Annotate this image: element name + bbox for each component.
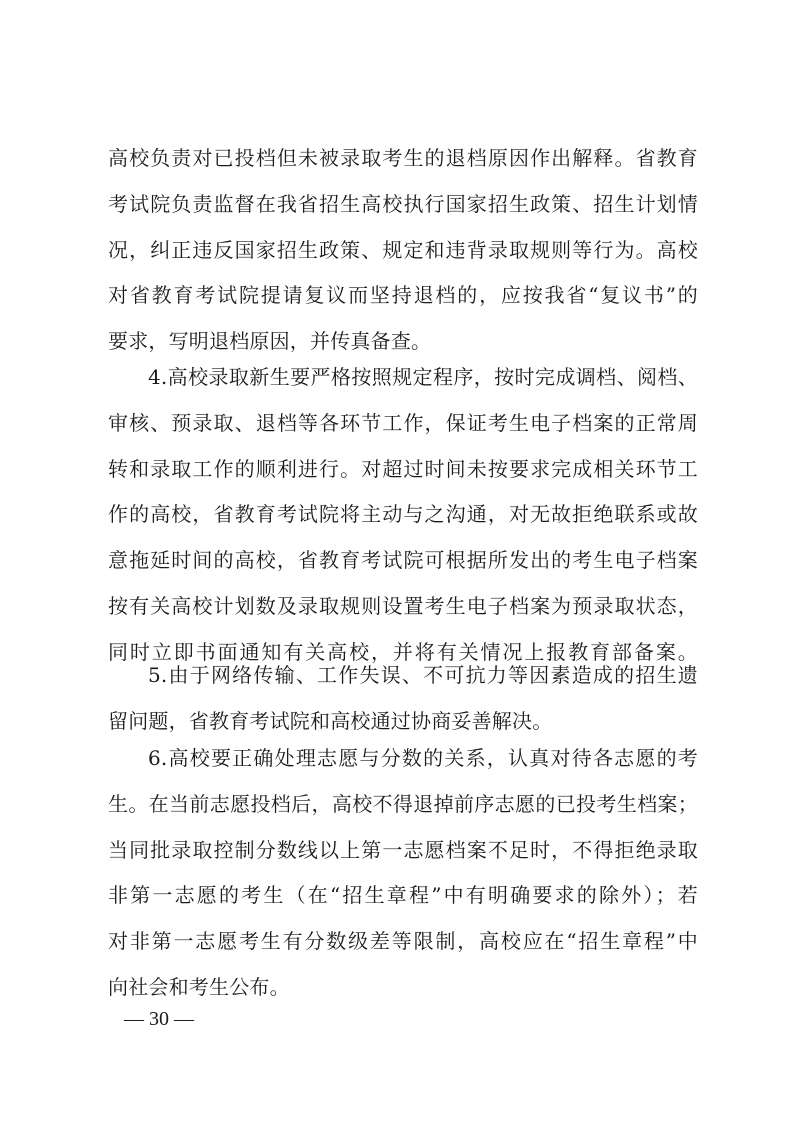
text-line: 对省教育考试院提请复议而坚持退档的，应按我省“复议书”的 [108,283,698,308]
text-line: 向社会和考生公布。 [108,974,290,999]
text-line: 高校负责对已投档但未被录取考生的退档原因作出解释。省教育 [108,146,698,170]
paragraph-item-6 [108,736,698,1011]
text-line: 对非第一志愿考生有分数级差等限制，高校应在“招生章程”中 [108,929,698,954]
text-line: 按有关高校计划数及录取规则设置考生电子档案为预录取状态， [108,593,698,618]
text-line: 生。在当前志愿投档后，高校不得退掉前序志愿的已投考生档案； [108,791,698,816]
paragraph-1 [108,136,698,365]
text-line: 6.高校要正确处理志愿与分数的关系，认真对待各志愿的考 [148,746,698,770]
page-number: — 30 — [124,1008,194,1030]
text-line: 意拖延时间的高校，省教育考试院可根据所发出的考生电子档案 [108,548,698,573]
text-line: 况，纠正违反国家招生政策、规定和违背录取规则等行为。高校 [108,237,698,262]
text-line: 留问题，省教育考试院和高校通过协商妥善解决。 [108,708,553,733]
text-line: 作的高校，省教育考试院将主动与之沟通，对无故拒绝联系或故 [108,502,698,527]
text-line: 审核、预录取、退档等各环节工作，保证考生电子档案的正常周 [108,410,698,435]
text-line: 4.高校录取新生要严格按照规定程序，按时完成调档、阅档、 [148,365,698,389]
text-line: 转和录取工作的顺利进行。对超过时间未按要求完成相关环节工 [108,456,698,481]
text-line: 当同批录取控制分数线以上第一志愿档案不足时，不得拒绝录取 [108,837,698,862]
text-line: 5.由于网络传输、工作失误、不可抗力等因素造成的招生遗 [148,663,698,687]
text-line: 非第一志愿的考生（在“招生章程”中有明确要求的除外）；若 [108,883,698,908]
text-line: 考试院负责监督在我省招生高校执行国家招生政策、招生计划情 [108,191,698,216]
text-line: 同时立即书面通知有关高校，并将有关情况上报教育部备案。 [108,639,698,664]
paragraph-item-5 [108,653,698,745]
text-line: 要求，写明退档原因，并传真备查。 [108,329,432,354]
